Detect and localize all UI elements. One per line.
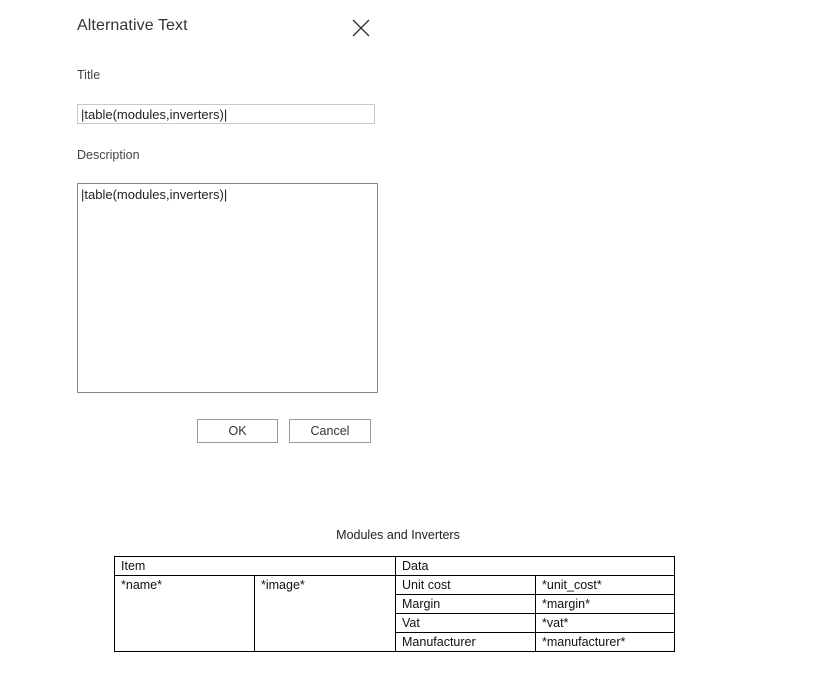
table-header-data: Data [396,557,675,576]
table-cell-key: Unit cost [396,576,536,595]
table-cell-key: Manufacturer [396,633,536,652]
description-label: Description [77,148,140,162]
table-caption: Modules and Inverters [336,528,460,542]
table-cell-key: Vat [396,614,536,633]
title-input[interactable] [77,104,375,124]
dialog-title: Alternative Text [77,17,188,34]
table-cell-value: *margin* [536,595,675,614]
table-row [115,557,675,576]
table-cell-value: *unit_cost* [536,576,675,595]
table-row [115,576,675,595]
title-field-label: Title [77,68,101,82]
close-icon[interactable] [350,17,372,39]
ok-button[interactable]: OK [197,419,278,443]
table-cell-value: *vat* [536,614,675,633]
table-cell-key: Margin [396,595,536,614]
cancel-button[interactable]: Cancel [289,419,371,443]
description-textarea[interactable] [77,183,378,393]
table-header-item: Item [115,557,396,576]
table-cell-image: *image* [255,576,396,652]
table-cell-name: *name* [115,576,255,652]
data-table [114,556,675,652]
table-cell-value: *manufacturer* [536,633,675,652]
